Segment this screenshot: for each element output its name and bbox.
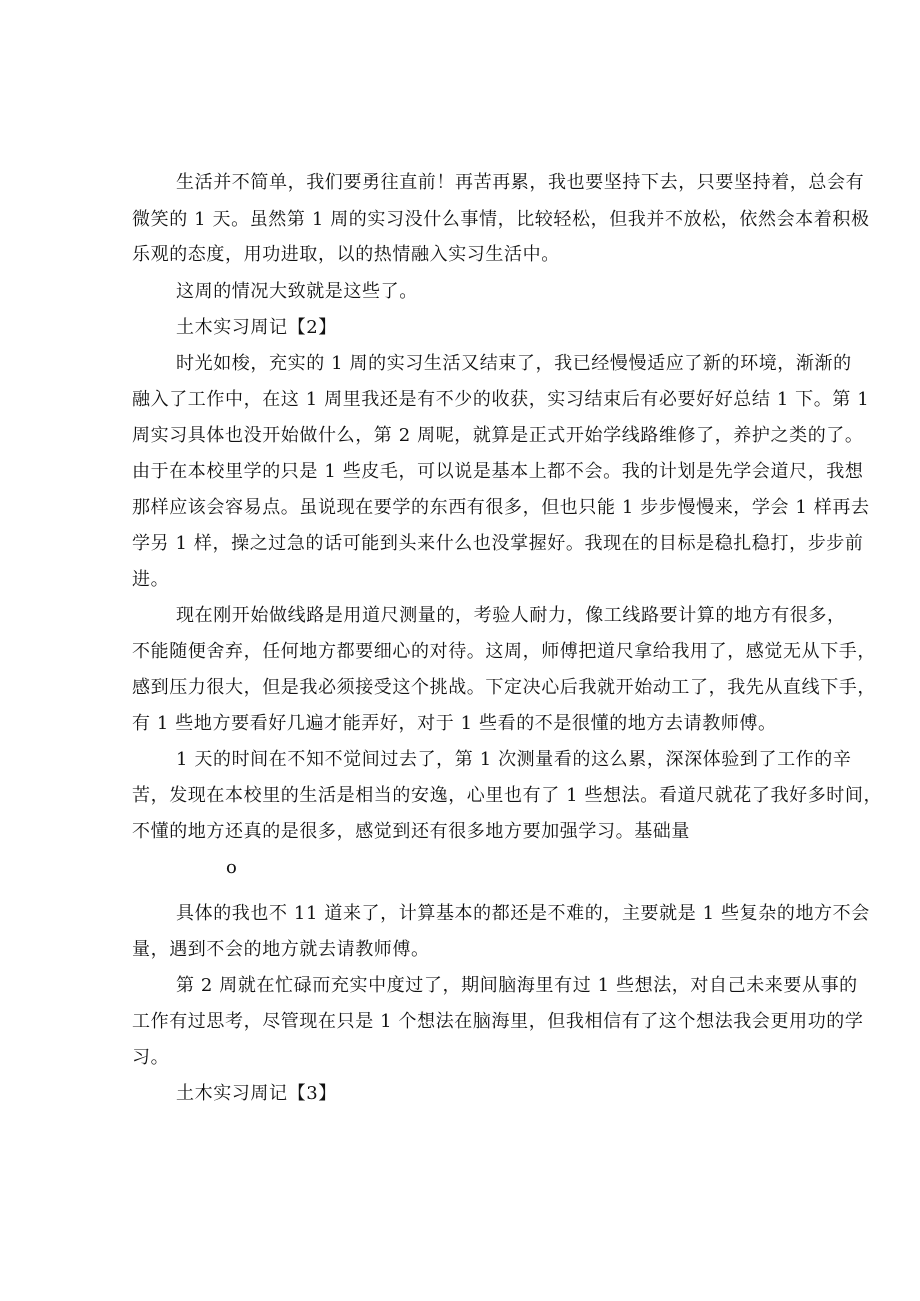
paragraph-line: 乐观的态度，用功进取，以的热情融入实习生活中。: [132, 244, 560, 265]
paragraph-line: 不懂的地方还真的是很多，感觉到还有很多地方要加强学习。基础量: [132, 821, 690, 842]
paragraph-line: 时光如梭，充实的 1 周的实习生活又结束了，我已经慢慢适应了新的环境，渐渐的: [176, 353, 852, 374]
paragraph-line: 周实习具体也没开始做什么，第 2 周呢，就算是正式开始学线路维修了，养护之类的了。: [132, 425, 864, 446]
paragraph-line: 1 天的时间在不知不觉间过去了，第 1 次测量看的这么累，深深体验到了工作的辛: [176, 749, 852, 770]
paragraph-line: 进。: [132, 569, 170, 590]
paragraph-line: 这周的情况大致就是这些了。: [176, 281, 418, 302]
paragraph-line: 感到压力很大，但是我必须接受这个挑战。下定决心后我就开始动工了，我先从直线下手，: [132, 677, 876, 698]
paragraph-line: 那样应该会容易点。虽说现在要学的东西有很多，但也只能 1 步步慢慢来，学会 1 样再去: [132, 497, 870, 518]
paragraph-line: 不能随便舍弃，任何地方都要细心的对待。这周，师傅把道尺拿给我用了，感觉无从下手，: [132, 641, 876, 662]
paragraph-line: 量，遇到不会的地方就去请教师傅。: [132, 939, 430, 960]
stray-mark: o: [226, 857, 238, 878]
paragraph-line: 苦，发现在本校里的生活是相当的安逸，心里也有了 1 些想法。看道尺就花了我好多时间，: [132, 785, 883, 806]
paragraph-line: 现在刚开始做线路是用道尺测量的，考验人耐力，像工线路要计算的地方有很多，: [176, 605, 846, 626]
paragraph-line: 由于在本校里学的只是 1 些皮毛，可以说是基本上都不会。我的计划是先学会道尺，我想: [132, 461, 864, 482]
section-heading: 土木实习周记【2】: [176, 317, 337, 338]
paragraph-line: 学另 1 样，操之过急的话可能到头来什么也没掌握好。我现在的目标是稳扎稳打，步步前: [132, 533, 864, 554]
paragraph-line: 融入了工作中，在这 1 周里我还是有不少的收获，实习结束后有必要好好总结 1 下。第 1: [132, 389, 870, 410]
paragraph-line: 生活并不简单，我们要勇往直前！再苦再累，我也要坚持下去，只要坚持着，总会有: [176, 172, 865, 193]
paragraph-line: 习。: [132, 1047, 170, 1068]
section-heading: 土木实习周记【3】: [176, 1083, 337, 1104]
paragraph-line: 具体的我也不 11 道来了，计算基本的都还是不难的，主要就是 1 些复杂的地方不会: [176, 903, 870, 924]
paragraph-line: 有 1 些地方要看好几遍才能弄好，对于 1 些看的不是很懂的地方去请教师傅。: [132, 713, 777, 734]
paragraph-line: 第 2 周就在忙碌而充实中度过了，期间脑海里有过 1 些想法，对自己未来要从事的: [176, 975, 858, 996]
paragraph-line: 微笑的 1 天。虽然第 1 周的实习没什么事情，比较轻松，但我并不放松，依然会本着积极: [132, 209, 870, 230]
paragraph-line: 工作有过思考，尽管现在只是 1 个想法在脑海里，但我相信有了这个想法我会更用功的学: [132, 1011, 864, 1032]
